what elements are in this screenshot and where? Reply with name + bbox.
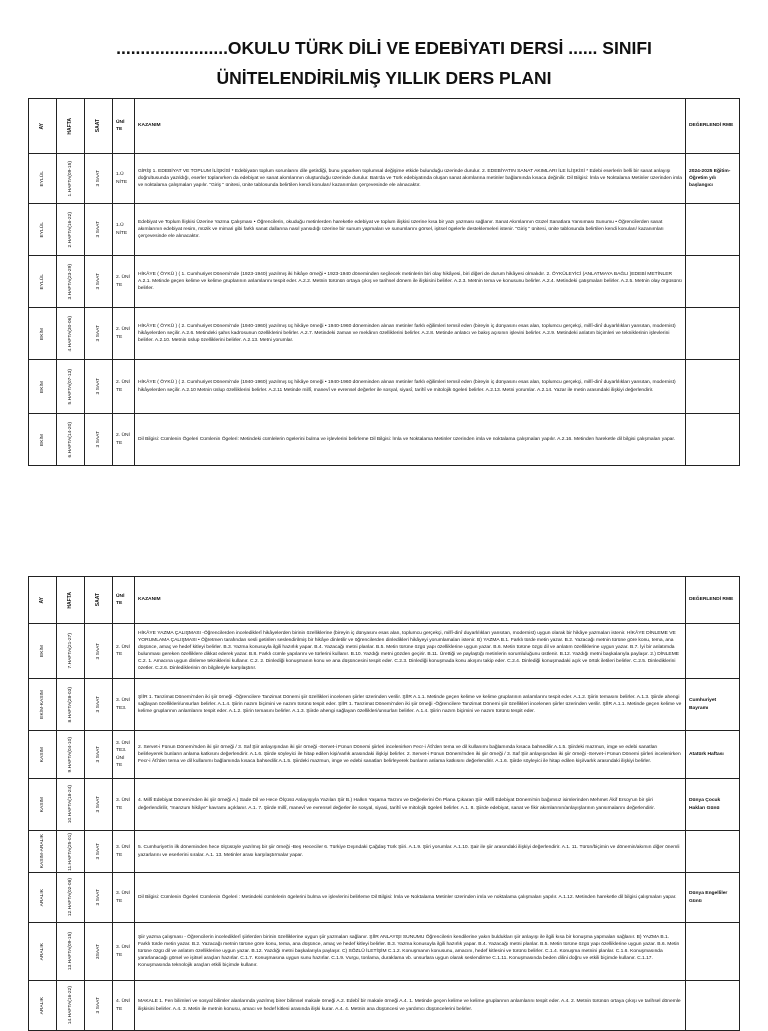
hours-cell: 3 SAAT	[85, 624, 113, 679]
table-row	[29, 154, 740, 204]
unit-cell: 3. ÜNİ TE	[113, 831, 135, 873]
hours-cell: 3 SAAT	[85, 831, 113, 873]
evaluation-cell	[686, 308, 740, 360]
evaluation-cell: Atatürk Haftası	[686, 731, 740, 779]
table-row	[29, 923, 740, 981]
table-row	[29, 981, 740, 1031]
unit-cell: 1.Ü NİTE	[113, 154, 135, 204]
unit-cell: 4. ÜNİ TE	[113, 981, 135, 1031]
evaluation-cell	[686, 256, 740, 308]
hours-cell: 3 SAAT	[85, 154, 113, 204]
outcome-cell: 4. Millî Edebiyat Dönemi'nden iki şiir örneği A.) Sade Dil ve Hece Ölçüsü Anlayışıyla Yazılan Şiir B.) Halkın Yaşama Tarzını ve Değerlerini Ön Plana Çıkaran Şiir -Millî Edebiyat Dönemi'nin bağımsız isimlerinden Mehmet Âkif Ersoy'un bir şiiri değerlendirilir, "manzum hikâye" kavramı açıklanır. A.1. 7. Şiirde millî, manevî ve evrensel değerler ile sosyal, siyasi, tarihî ve mitolojik ögeleri belirler. A.1. 8. Şiirde edebiyat, sanat ve fikir akımlarının/anlayışlarının yansımalarını değerlendirir.	[135, 779, 686, 831]
month-cell: EYLÜL	[29, 154, 57, 204]
evaluation-cell: Dünya Engelliler Günü	[686, 873, 740, 923]
week-cell: 2.HAFTA(16-22)	[57, 204, 85, 256]
week-cell: 7.HAFTA(21-27)	[57, 624, 85, 679]
evaluation-cell	[686, 624, 740, 679]
outcome-cell: Şiir yazma çalışması - Öğrencilerin incelediklerî şiirlerden birinin özelliklerine uygun şiir yazmaları sağlanır. ŞİİR ANLAYIŞI SUNUMU Öğrencilerin kendilerine yakın buldukları şiir anlayışı ile ilgili kısa bir konuşma yapmaları sağlanır. B) YAZMA B.1. Farklı türde metin yazar. B.2. Yazacağı metnin türüne göre konu, tema, ana düşünce, amaç ve hedef kitleyi belirler. B.3. Yazma konusuyla ilgili hazırlık yapar. B.4. Yazacağı metni planlar. B.5. Metin türüne özgü yapı özelliklerine uygun yazar. B.6. Metin türüne özgü dil ve anlatım özelliklerine uygun yazar. B.12. Yazdığı metni başkalarıyla paylaşır. C) SÖZLÜ İLETİŞİM C.1.2. Konuşmanın konusunu, amacını, hedef kitlesini ve türünü belirler. C.1.4. Konuşma metnini planlar. C.1.6. Konuşmasında yararlanacağı görsel ve işitsel araçları hazırlar. C.1.7. Konuşmasına uygun sunu hazırlar. C.1.9. Vurgu, tonlama, duraklama vb. unsurlara uygun olarak seslendirme C.1.11. Konuşmasında beden dilini doğru ve etkili biçimde kullanır. C.1.17. Konuşmasında teknolojik araçları etkili biçimde kullanır.	[135, 923, 686, 981]
hours-cell: 3 SAAT	[85, 256, 113, 308]
unit-cell: 3. ÜNİ TE3. ÜNİ TE	[113, 731, 135, 779]
outcome-cell: HİKÂYE YAZMA ÇALIŞMASI -Öğrencilerden incelediklerî hikâyelerden birinin özelliklerine (bireyin iç dünyasını esas alan, toplumcu gerçekçi, millî-dinî duyarlılıkları yansıtan, modernist) uygun olarak bir hikâye yazmaları istenir. HİKÂYE DİNLEME VE YORUMLAMA ÇALIŞMASI • Öğretmen tarafından sesli getirilen seslendirilmiş bir hikâye dinletilir ve öğrencilerden dinledikleri hikâyeyi yorumlamaları istenir. B) YAZMA B.1. Farklı türde metin yazar. B.2. Yazacağı metnin türüne göre konu, tema, ana düşünce, amaç ve hedef kitleyi belirler. B.3. Yazma konusuyla ilgili hazırlık yapar. B.4. Yazacağı metni planlar. B.5. Metin türüne özgü yapı özelliklerine uygun yazar. B.6. Metin türüne özgü dil ve anlatım özelliklerine uygun yazar. B.7. İyi bir anlatımda bulunması gereken özelliklere dikkat ederek yazar. B.8. Farklı cümle yapılarını ve türlerini kullanır. B.10. Yazdığı metni gözden geçirir. B.11. Ürettiği ve paylaştığı metinlerin sorumluluğunu üstlenir. B.12. Yazdığı metni başkalarıyla paylaşır. 2.) DİNLEME C.2. 1. Amacına uygun dinleme tekniklerini kullanır. C.2. 2. Dinlediği konuşmanın konu ve ana düşüncesini tespit eder. C.2.3. Dinlediği konuşmada konu akışını takip eder. C.2.4. Dinlediği konuşmadaki açık ve örtük iletileri belirler. C.2.5. Dinlediklerini özetler. C.2.6. Dinlediklerinin ön bilgileriyle karşılaştırır.	[135, 624, 686, 679]
unit-cell: 2. ÜNİ TE	[113, 624, 135, 679]
table-row	[29, 779, 740, 831]
table-row	[29, 731, 740, 779]
outcome-cell: HİKÂYE ( ÖYKÜ ) ( 2. Cumhuriyet Dönemi'nde (1940-1960) yazılmış üç hikâye örneği • 1940-1960 döneminden alınan metinler farklı eğilimleri temsil eden (bireyin iç dünyasını esas alan, toplumcu gerçekçi, millî-dinî duyarlılıkları yansıtan, modernist) hikâyelerden seçilir. A.2.6. Metindeki şahıs kadrosunun özelliklerini belirler. A.2.7. Metindeki zaman ve mekânın özelliklerini belirler. A.2.8. Metinde anlatıcı ve bakış açısının işlevini belirler. A.2.9. Metindeki anlatım biçimleri ve tekniklerinin işlevlerini belirler. A.2.10. Metnin üslup özelliklerini belirler. A.2.13. Metni yorumlar.	[135, 308, 686, 360]
unit-cell: 2. ÜNİ TE	[113, 308, 135, 360]
table-row	[29, 831, 740, 873]
outcome-cell: 2. Servet-i Fünun Dönemi'nden iki şiir örneği / 3. Saf Şiir anlayışından iki şiir örneği -Servet-i Fünun Dönemi şiirleri incelenirken Fecr-i Âtî'den tema ve dil kullanımı bağlamında kısaca bahsedilir.A.1.5. Şiirdeki mazmun, imge ve edebi sanatları belirleyerek bunların anlama katkısını değerlendirir. A.1.6. Şiirde söyleyici ile hitap edilen kişi/varlık arasındaki ilişkiyi belirler. 2. Servet-i Fünun Dönemi'nden iki şiir örneği / 3. Saf Şiir anlayışından iki şiir örneği -Servet-i Fünun Dönemi şiirleri incelenirken Fecr-i Âtî'den tema ve dil kullanımı bağlamında kısaca bahsedilir.A.1.5. Şiirdeki mazmun, imge ve edebi sanatları belirleyerek bunların anlama katkısını değerlendirir. A.1.6. Şiirde söyleyici ile hitap edilen kişi/varlık arasındaki ilişkiyi belirler.	[135, 731, 686, 779]
month-cell: KASIM	[29, 731, 57, 779]
hours-cell: 3 SAAT	[85, 873, 113, 923]
unit-cell: 3. ÜNİ TE	[113, 779, 135, 831]
plan-table-1	[28, 98, 740, 466]
col-ay: AY	[29, 577, 57, 624]
hours-cell: 3 SAAT	[85, 981, 113, 1031]
hours-cell: 3SAAT	[85, 923, 113, 981]
week-cell: 5.HAFTA(07-13)	[57, 360, 85, 414]
document-subtitle: ÜNİTELENDİRİLMİŞ YILLIK DERS PLANI	[216, 68, 552, 88]
evaluation-cell: Cumhuriyet Bayramı	[686, 679, 740, 731]
table-row	[29, 360, 740, 414]
week-cell: 4.HAFTA(30-06)	[57, 308, 85, 360]
col-degerlendirme: DEĞERLENDİ RME	[686, 99, 740, 154]
table-row	[29, 679, 740, 731]
outcome-cell: ŞİİR 1. Tanzimat Dönemi'nden iki şiir örneği -Öğrencilere Tanzimat Dönemi şiir özellikleri incelenen şiirler üzerinden verilir. ŞİİR A.1.1. Metinde geçen kelime ve kelime gruplarının anlamlarını tespit eder. A.1.2. Şiirin temasını belirler. A.1.3. Şiirde ahengi sağlayan özellikleri/unsurları belirler. A.1.4. Şiirin nazım biçimini ve nazım türünü tespit eder. ŞİİR 1. Tanzimat Dönemi'nden iki şiir örneği -Öğrencilere Tanzimat Dönemi şiir özellikleri incelenen şiirler üzerinden verilir. ŞİİR A.1.1. Metinde geçen kelime ve kelime gruplarının anlamlarını tespit eder. A.1.2. Şiirin temasını belirler. A.1.3. Şiirde ahengi sağlayan özellikleri/unsurları belirler. A.1.4. Şiirin nazım biçimini ve nazım türünü tespit eder.	[135, 679, 686, 731]
unit-cell: 2. ÜNİ TE	[113, 414, 135, 466]
month-cell: EKİM	[29, 308, 57, 360]
month-cell: EKİM	[29, 360, 57, 414]
unit-cell: 2. ÜNİ TE	[113, 256, 135, 308]
table-row	[29, 308, 740, 360]
unit-cell: 1.Ü NİTE	[113, 204, 135, 256]
outcome-cell: HİKÂYE ( ÖYKÜ ) ( 1. Cumhuriyet Dönemi'nde (1923-1940) yazılmış iki hikâye örneği • 1923-1940 döneminden seçilecek metinlerin biri olay hikâyesi, biri diğeri de durum hikâyesi olmalıdır. 2. ÖYKÜLEYİCİ (ANLATMAYA BAĞLI )EDEBİ METİNLER A.2.1. Metinde geçen kelime ve kelime gruplarının anlamlarını tespit eder. A.2.2. Metnin türünün ortaya çıkış ve tarihsel dönem ile ilişkisini belirler. A.2.3. Metnin tema ve konusunu belirler. A.2.4. Metindeki çatışmaları belirler. A.2.5. Metnin olay örgüsünü belirler.	[135, 256, 686, 308]
evaluation-cell	[686, 981, 740, 1031]
hours-cell: 3 SAAT	[85, 204, 113, 256]
evaluation-cell	[686, 204, 740, 256]
month-cell: ARALIK	[29, 923, 57, 981]
col-saat: SAAT	[85, 99, 113, 154]
hours-cell: 3 SAAT	[85, 414, 113, 466]
col-unite: ÜNİ TE	[113, 577, 135, 624]
month-cell: EYLÜL	[29, 256, 57, 308]
week-cell: 6.HAFTA(14-20)	[57, 414, 85, 466]
table-row	[29, 873, 740, 923]
week-cell: 8.HAFTA(28-03)	[57, 679, 85, 731]
week-cell: 14.HAFTA(16-22)	[57, 981, 85, 1031]
col-hafta: HAFTA	[57, 99, 85, 154]
week-cell: 13.HAFTA(09-15)	[57, 923, 85, 981]
table-row	[29, 204, 740, 256]
hours-cell: 3 SAAT	[85, 308, 113, 360]
unit-cell: 3. ÜNİ TE	[113, 923, 135, 981]
week-cell: 11.HAFTA(25-01)	[57, 831, 85, 873]
col-ay: AY	[29, 99, 57, 154]
table-row	[29, 624, 740, 679]
month-cell: EKİM-KASIM	[29, 679, 57, 731]
unit-cell: 3. ÜNİ TE	[113, 873, 135, 923]
document-title: .......................OKULU TÜRK DİLİ VE EDEBİYATI DERSİ ...... SINIFI	[116, 38, 652, 58]
evaluation-cell: Dünya Çocuk Hakları Günü	[686, 779, 740, 831]
evaluation-cell	[686, 831, 740, 873]
hours-cell: 3 SAAT	[85, 679, 113, 731]
outcome-cell: MAKALE 1. Fen bilimleri ve sosyal bilimler alanlarında yazılmış birer bilimsel makale örneği A.2. Edebî bir makale örneği A.4. 1. Metinde geçen kelime ve kelime gruplarının anlamlarını tespit eder. A.4. 2. Metnin türünün ortaya çıkışı ve tarihsel dönemle ilişkisini belirler. A.4. 3. Metin ile metnin konusu, amacı ve hedef kitlesi arasında ilişki kurar. A.4. 4. Metnin ana düşüncesi ve yardımcı düşüncelerini belirler.	[135, 981, 686, 1031]
evaluation-cell	[686, 923, 740, 981]
table-row	[29, 256, 740, 308]
week-cell: 3.HAFTA(23-29)	[57, 256, 85, 308]
col-degerlendirme: DEĞERLENDİ RME	[686, 577, 740, 624]
week-cell: 1.HAFTA(09-15)	[57, 154, 85, 204]
outcome-cell: 5. Cumhuriyet'in ilk döneminden hece ölçüsüyle yazılmış bir şiir örneği -Beş Hececiler 6. Türkiye Dışındaki Çağdaş Türk Şiiri. A.1.9. Şiiri yorumlar. A.1.10. Şair ile şiir arasındaki ilişkiyi değerlendirir. A.1. 11. Türün/biçimin ve dönemin/akımın diğer önemli yazarlarını ve eserlerini sıralar. A.1. 13. Metinler arası karşılaştırmalar yapar.	[135, 831, 686, 873]
outcome-cell: GİRİŞ 1. EDEBİYAT VE TOPLUM İLİŞKİSİ * Edebiyatın toplum sorunlarını dile getirdiği, bunu yaparken toplumsal değişime etkide bulunduğu üzerinde durulur. 2. EDEBİYATIN SANAT AKIMLARI İLE İLİŞKİSİ * Edebi eserlerin belli bir sanat anlayışı doğrultusunda yazıldığı, eserler toplanırken da edebiyat ve sanat akımlarının oluşturduğu üzerinde durulur. Batı'da ve Türk edebiyatında oluşan sanat akımlarına metinler bağlamında kısaca değinilir. Dil Bilgisi: İmla ve Noktalama Metinler üzerinden imla ve noktalama çalışmaları yapılır. "Giriş " ünitesi, ünite tablosunda belirtilen kendi konuları/ kazanımları çerçevesinde ele alınacaktır.	[135, 154, 686, 204]
evaluation-cell: 2024-2025 Eğitim-Öğretim yılı başlangıcı	[686, 154, 740, 204]
col-kazanim: KAZANIM	[135, 577, 686, 624]
month-cell: ARALIK	[29, 981, 57, 1031]
month-cell: EKİM	[29, 624, 57, 679]
evaluation-cell	[686, 414, 740, 466]
month-cell: ARALIK	[29, 873, 57, 923]
hours-cell: 3 SAAT	[85, 731, 113, 779]
col-kazanim: KAZANIM	[135, 99, 686, 154]
month-cell: KASIM-ARALIK	[29, 831, 57, 873]
hours-cell: 3 SAAT	[85, 360, 113, 414]
outcome-cell: Dil Bilgisi: Cümlenin Ögeleri Cümlenin Ögeleri: Metindeki cümlelerin ögelerini bulma ve işlevlerini belirleme Dil Bilgisi: İmla ve Noktalama Metinler üzerinden imla ve noktalama çalışmaları yapılır. A.2.16. Metinden hareketle dil bilgisi çalışmaları yapar.	[135, 414, 686, 466]
evaluation-cell	[686, 360, 740, 414]
month-cell: EKİM	[29, 414, 57, 466]
outcome-cell: Edebiyat ve Toplum İlişkisi Üzerine Yazma Çalışması • Öğrencilerin, okuduğu metinlerden hareketle edebiyat ve toplum ilişkisi üzerine kısa bir yazı yazması sağlanır. Sanat Akımlarının Güzel Sanatlara Yansıması Sunumu • Öğrencilerden sanat akımlarının edebiyat resim, müzik ve mimari gibi farklı sanat dallarına nasıl yansıdığı üzerine bir sunum yapmaları ve sunumlarını görsel, işitsel ögelerle desteklemeleri istenir. "Giriş " ünitesi, ünite tablosunda belirtilen kendi konuları/ kazanımları çerçevesinde ele alınacaktır.	[135, 204, 686, 256]
plan-table-2	[28, 576, 740, 1031]
unit-cell: 2. ÜNİ TE	[113, 360, 135, 414]
col-saat: SAAT	[85, 577, 113, 624]
week-cell: 10.HAFTA(18-24)	[57, 779, 85, 831]
month-cell: EYLÜL	[29, 204, 57, 256]
week-cell: 12.HAFTA(02-08)	[57, 873, 85, 923]
month-cell: KASIM	[29, 779, 57, 831]
hours-cell: 3 SAAT	[85, 779, 113, 831]
outcome-cell: Dil Bilgisi: Cümlenin Ögeleri Cümlenin Ögeleri : Metindeki cümlelerin ögelerini bulma ve işlevlerini belirleme Dil Bilgisi: İmla ve Noktalama Metinler üzerinden imla ve noktalama çalışmaları yapılır. A.1.12. Metinden hareketle dil bilgisi çalışmaları yapar.	[135, 873, 686, 923]
table-row	[29, 414, 740, 466]
week-cell: 9.HAFTA(04-10)	[57, 731, 85, 779]
outcome-cell: HİKÂYE ( ÖYKÜ ) ( 2. Cumhuriyet Dönemi'nde (1940-1960) yazılmış üç hikâye örneği • 1940-1960 döneminden alınan metinler farklı eğilimleri temsil eden (bireyin iç dünyasını esas alan, toplumcu gerçekçi, millî-dinî duyarlılıkları yansıtan, modernist) hikâyelerden seçilir. A.2.10 Metnin üslup özelliklerini belirler. A.2.11 Metinde millî, manevî ve evrensel değerler ile sosyal, siyasî, tarihî ve mitolojik ögeleri belirler. A.2.13. Metni yorumlar. A.2.14. Yazar ile metin arasındaki ilişkiyi değerlendirir.	[135, 360, 686, 414]
unit-cell: 3. ÜNİ TE3.	[113, 679, 135, 731]
col-unite: ÜNİ TE	[113, 99, 135, 154]
col-hafta: HAFTA	[57, 577, 85, 624]
